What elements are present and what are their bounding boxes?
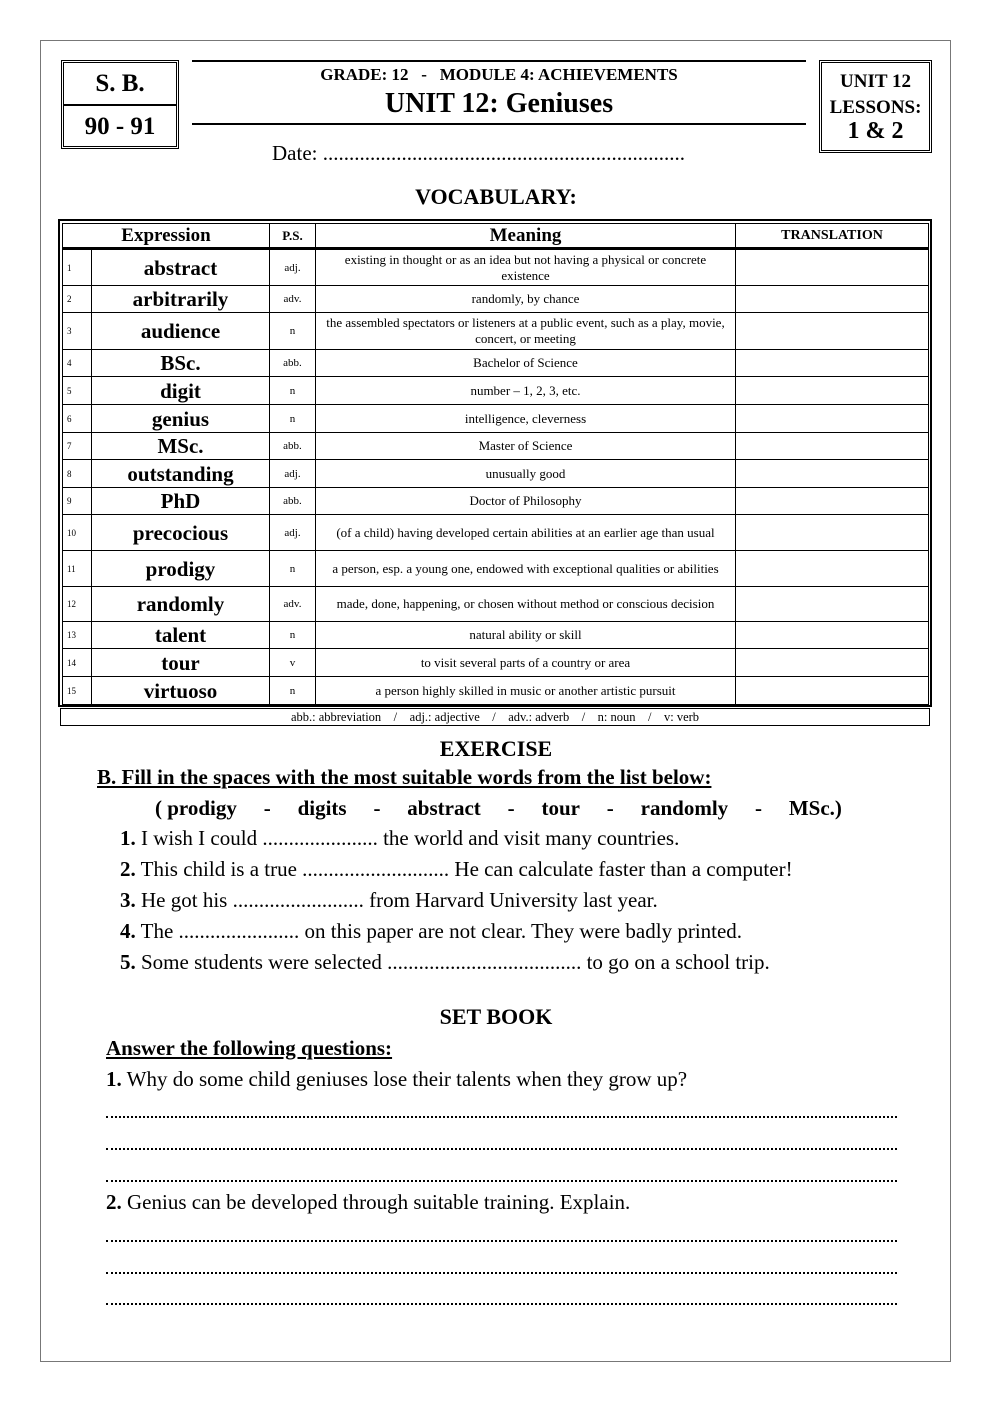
vocabulary-row [63,649,929,677]
question-number: 2. [106,1190,122,1214]
abbreviations-key: abb.: abbreviation / adj.: adjective / adv.: adverb / n: noun / v: verb [60,708,930,726]
item-text: I wish I could ...................... the world and visit many countries. [135,826,680,850]
expression-cell: MSc. [92,433,270,460]
question-2 [106,1190,630,1215]
col-translation-header: TRANSLATION [736,224,929,249]
vocabulary-row [63,433,929,460]
word-list-separator: - [263,796,271,820]
expression-cell: prodigy [92,551,270,587]
vocabulary-row [63,405,929,433]
sb-label: S. B. [64,63,176,106]
row-number: 9 [63,488,92,515]
word-list-separator: - [373,796,381,820]
row-number: 12 [63,587,92,622]
meaning-cell: made, done, happening, or chosen without method or conscious decision [316,587,736,622]
set-book-heading: SET BOOK [439,1004,553,1029]
part-of-speech-cell: abb. [270,350,316,377]
meaning-cell: a person, esp. a young one, endowed with exceptional qualities or abilities [316,551,736,587]
exercise-item-2[interactable] [120,857,793,882]
expression-cell: talent [92,622,270,649]
part-of-speech-cell: n [270,313,316,350]
meaning-cell: randomly, by chance [316,286,736,313]
part-of-speech-cell: v [270,649,316,677]
item-number: 1. [120,826,136,850]
answer-line[interactable] [106,1148,897,1150]
expression-cell: abstract [92,249,270,286]
exercise-item-3[interactable] [120,888,658,913]
translation-cell[interactable] [736,677,929,705]
meaning-cell: (of a child) having developed certain abilities at an earlier age than usual [316,515,736,551]
translation-cell[interactable] [736,249,929,286]
row-number: 8 [63,460,92,488]
item-number: 2. [120,857,136,881]
meaning-cell: existing in thought or as an idea but not having a physical or concrete existence [316,249,736,286]
item-text: This child is a true ............................ He can calculate faster than a computer! [135,857,793,881]
row-number: 5 [63,377,92,405]
meaning-cell: Doctor of Philosophy [316,488,736,515]
meaning-cell: number – 1, 2, 3, etc. [316,377,736,405]
header-top-rule [192,60,806,62]
vocabulary-heading: VOCABULARY: [415,184,577,209]
set-book-pages-box [61,60,179,149]
vocabulary-row [63,515,929,551]
expression-cell: genius [92,405,270,433]
question-number: 1. [106,1067,122,1091]
vocabulary-row [63,377,929,405]
row-number: 11 [63,551,92,587]
word-list [155,796,842,821]
translation-cell[interactable] [736,488,929,515]
answer-line[interactable] [106,1272,897,1274]
exercise-item-5[interactable] [120,950,770,975]
vocabulary-row [63,488,929,515]
word-list-item: abstract [407,796,481,820]
part-of-speech-cell: n [270,551,316,587]
row-number: 3 [63,313,92,350]
expression-cell: audience [92,313,270,350]
grade-module-line: GRADE: 12 - MODULE 4: ACHIEVEMENTS [320,65,678,84]
vocabulary-row [63,249,929,286]
expression-cell: tour [92,649,270,677]
row-number: 2 [63,286,92,313]
word-list-item: ( prodigy [155,796,237,820]
word-list-item: tour [541,796,580,820]
word-list-item: digits [297,796,347,820]
question-1 [106,1067,687,1092]
meaning-cell: unusually good [316,460,736,488]
header-bottom-rule [192,123,806,125]
vocabulary-row [63,587,929,622]
expression-cell: arbitrarily [92,286,270,313]
question-text: Genius can be developed through suitable training. Explain. [121,1190,631,1214]
set-book-instruction: Answer the following questions: [106,1036,393,1060]
meaning-cell: the assembled spectators or listeners at a public event, such as a play, movie, concert, or meeting [316,313,736,350]
row-number: 6 [63,405,92,433]
sb-pages: 90 - 91 [84,112,156,140]
translation-cell[interactable] [736,460,929,488]
expression-cell: outstanding [92,460,270,488]
vocabulary-row [63,622,929,649]
row-number: 14 [63,649,92,677]
part-of-speech-cell: adv. [270,587,316,622]
row-number: 1 [63,249,92,286]
item-number: 4. [120,919,136,943]
word-list-item: MSc.) [788,796,842,820]
lessons-label: LESSONS: [829,97,922,118]
translation-cell[interactable] [736,405,929,433]
exercise-heading: EXERCISE [439,736,553,761]
part-of-speech-cell: adj. [270,460,316,488]
expression-cell: randomly [92,587,270,622]
translation-cell[interactable] [736,515,929,551]
translation-cell[interactable] [736,587,929,622]
lessons-value: 1 & 2 [847,118,904,144]
vocabulary-row [63,286,929,313]
col-meaning-header: Meaning [316,224,736,249]
item-text: He got his ......................... from Harvard University last year. [135,888,658,912]
translation-cell[interactable] [736,649,929,677]
item-number: 5. [120,950,136,974]
col-ps-header: P.S. [270,224,316,249]
part-of-speech-cell: adj. [270,249,316,286]
word-list-separator: - [606,796,614,820]
translation-cell[interactable] [736,433,929,460]
part-of-speech-cell: n [270,622,316,649]
vocabulary-row [63,677,929,705]
vocabulary-table-frame [58,219,932,707]
item-text: The ....................... on this paper are not clear. They were badly printed. [135,919,743,943]
translation-cell[interactable] [736,313,929,350]
vocabulary-row [63,350,929,377]
item-text: Some students were selected ..................................... to go on a school trip. [135,950,770,974]
translation-cell[interactable] [736,377,929,405]
row-number: 10 [63,515,92,551]
expression-cell: precocious [92,515,270,551]
vocabulary-header-row [63,224,929,249]
exercise-item-4[interactable] [120,919,742,944]
expression-cell: virtuoso [92,677,270,705]
translation-cell[interactable] [736,286,929,313]
vocabulary-row [63,551,929,587]
part-of-speech-cell: abb. [270,488,316,515]
item-number: 3. [120,888,136,912]
col-expression-header: Expression [63,224,270,249]
part-of-speech-cell: abb. [270,433,316,460]
meaning-cell: natural ability or skill [316,622,736,649]
meaning-cell: a person highly skilled in music or another artistic pursuit [316,677,736,705]
meaning-cell: to visit several parts of a country or area [316,649,736,677]
exercise-item-1[interactable] [120,826,679,851]
exercise-instruction: B. Fill in the spaces with the most suitable words from the list below: [97,765,712,789]
meaning-cell: Bachelor of Science [316,350,736,377]
answer-line[interactable] [106,1303,897,1305]
meaning-cell: intelligence, cleverness [316,405,736,433]
word-list-separator: - [507,796,515,820]
expression-cell: BSc. [92,350,270,377]
question-text: Why do some child geniuses lose their talents when they grow up? [121,1067,688,1091]
date-field[interactable]: Date: ..................................................................... [272,141,685,165]
unit-title: UNIT 12: Geniuses [384,88,614,119]
meaning-cell: Master of Science [316,433,736,460]
unit-lessons-box [819,60,932,153]
row-number: 15 [63,677,92,705]
unit-label: UNIT 12 [840,71,911,92]
translation-cell[interactable] [736,622,929,649]
translation-cell[interactable] [736,350,929,377]
part-of-speech-cell: n [270,405,316,433]
expression-cell: digit [92,377,270,405]
word-list-item: randomly [640,796,729,820]
part-of-speech-cell: adj. [270,515,316,551]
part-of-speech-cell: adv. [270,286,316,313]
row-number: 7 [63,433,92,460]
part-of-speech-cell: n [270,377,316,405]
answer-line[interactable] [106,1116,897,1118]
vocabulary-table [62,223,929,705]
answer-line[interactable] [106,1180,897,1182]
row-number: 13 [63,622,92,649]
answer-line[interactable] [106,1240,897,1242]
part-of-speech-cell: n [270,677,316,705]
word-list-separator: - [755,796,762,820]
vocabulary-row [63,460,929,488]
translation-cell[interactable] [736,551,929,587]
expression-cell: PhD [92,488,270,515]
row-number: 4 [63,350,92,377]
vocabulary-row [63,313,929,350]
